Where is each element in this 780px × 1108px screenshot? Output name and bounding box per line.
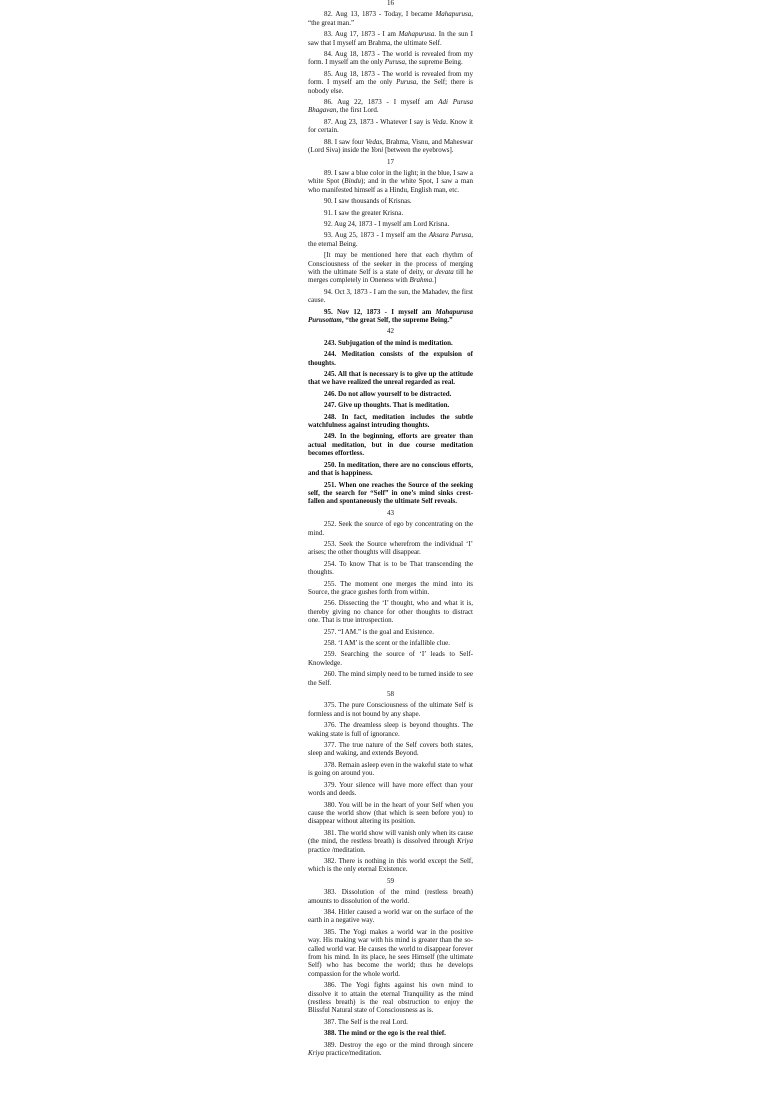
text-run: 249. In the beginning, efforts are greater than actual meditation, but in due course meditation becomes effortless.	[308, 432, 473, 458]
text-run: 89. I saw a blue color in the light; in the blue, I saw a white Spot (	[308, 168, 473, 186]
text-run: ); and in the white Spot, I saw a man who manifested himself as a Hindu, English man, etc.	[308, 177, 473, 194]
aphorism-paragraph	[308, 401, 473, 409]
italic-term: devata	[435, 267, 454, 276]
text-run: 90. I saw thousands of Krisnas.	[324, 197, 412, 206]
italic-term: Purusa	[384, 58, 406, 67]
page-number: 17	[387, 157, 394, 166]
page-number: 59	[387, 876, 394, 885]
text-run: 381. The world show will vanish only when its cause (the mind, the restless breath) is dissolved through	[308, 828, 473, 846]
aphorism-paragraph	[308, 540, 473, 557]
aphorism-paragraph	[308, 741, 473, 758]
aphorism-paragraph	[308, 10, 473, 27]
aphorism-paragraph	[308, 432, 473, 457]
aphorism-paragraph	[308, 251, 473, 285]
text-run: 256. Dissecting the ‘I’ thought, who and what it is, thereby giving no chance for other thoughts to distract one. That is true introspection.	[308, 599, 473, 625]
italic-term: Mahapurusa	[398, 30, 435, 39]
text-run: [It may be mentioned here that each rhythm of Consciousness of the seeker in the process of merging with the ultimate Self is a state of deity, or	[308, 251, 473, 276]
aphorism-paragraph	[308, 138, 473, 155]
text-run: 85. Aug 18, 1873 - The world is revealed from my form. I myself am the only	[308, 69, 473, 87]
text-run: 82. Aug 13, 1873 - Today, I became	[324, 10, 436, 19]
text-run: 379. Your silence will have more effect than your words and deeds.	[308, 780, 473, 798]
text-run: 91. I saw the greater Krisna.	[324, 208, 404, 217]
text-run: 92. Aug 24, 1873 - I myself am Lord Krisna.	[324, 219, 450, 228]
italic-term: Mahapurusa	[435, 10, 472, 19]
text-run: 246. Do not allow yourself to be distracted.	[324, 389, 452, 398]
text-run: till he merges completely in Oneness with	[308, 267, 473, 285]
text-run: 87. Aug 23, 1873 - Whatever I say is	[324, 117, 433, 126]
aphorism-paragraph	[308, 781, 473, 798]
page-number: 42	[387, 327, 394, 336]
aphorism-paragraph	[308, 560, 473, 577]
text-run: , the first Lord.	[336, 106, 379, 115]
aphorism-paragraph	[308, 599, 473, 624]
text-run: 253. Seek the Source wherefrom the individual ‘I’ arises; the other thoughts will disappear.	[308, 539, 473, 557]
text-run: 259. Searching the source of ‘I’ leads to Self-Knowledge.	[308, 650, 473, 667]
italic-term: Kriya	[308, 1049, 324, 1058]
italic-term: Yoni	[371, 146, 384, 155]
italic-term: Purusa	[396, 78, 417, 87]
text-run: 257. “I AM.” is the goal and Existence.	[324, 627, 435, 636]
aphorism-paragraph	[308, 580, 473, 597]
text-run: . Know it for certain.	[308, 117, 473, 135]
italic-term: Brahma	[409, 276, 433, 285]
aphorism-paragraph	[308, 981, 473, 1015]
aphorism-paragraph	[308, 169, 473, 194]
text-run: , “the great man.”	[308, 10, 473, 27]
aphorism-paragraph	[308, 670, 473, 687]
aphorism-paragraph	[308, 650, 473, 667]
text-run: 377. The true nature of the Self covers both states, sleep and waking, and extends Beyond.	[308, 741, 473, 758]
text-run: 382. There is nothing in this world except the Self, which is the only eternal Existence.	[308, 856, 473, 874]
italic-term: Veda	[432, 117, 446, 126]
italic-term: Mahapurusa Purusottam	[308, 307, 473, 324]
text-run: practice /meditation.	[308, 845, 366, 854]
aphorism-paragraph	[308, 350, 473, 367]
text-run: 250. In meditation, there are no conscious efforts, and that is happiness.	[308, 460, 473, 478]
text-run: 375. The pure Consciousness of the ultimate Self is formless and is not bound by any shape.	[308, 701, 473, 718]
text-run: . In the sun I saw that I myself am Brahma, the ultimate Self.	[308, 30, 473, 47]
aphorism-paragraph	[308, 639, 473, 647]
page-number: 58	[387, 690, 394, 699]
aphorism-paragraph	[308, 461, 473, 478]
italic-term: Bindu	[344, 177, 362, 186]
aphorism-paragraph	[308, 701, 473, 718]
text-run: 254. To know That is to be That transcending the thoughts.	[308, 559, 473, 577]
aphorism-paragraph	[308, 98, 473, 115]
text-run: 251. When one reaches the Source of the seeking self, the search for “Self” in one’s mind sinks crest-fallen and spontaneously the ultimate Self reveals.	[308, 480, 473, 506]
page-number: 16	[387, 0, 394, 7]
aphorism-paragraph	[308, 721, 473, 738]
aphorism-paragraph	[308, 829, 473, 854]
aphorism-paragraph	[308, 413, 473, 430]
aphorism-paragraph	[308, 390, 473, 398]
text-run: 387. The Self is the real Lord.	[324, 1017, 408, 1026]
text-run: .]	[432, 276, 437, 285]
text-run: 84. Aug 18, 1873 - The world is revealed from my form. I myself am the only	[308, 50, 473, 67]
italic-term: Vedas	[365, 137, 383, 146]
text-run: , the eternal Being.	[308, 231, 473, 248]
text-run: 252. Seek the source of ego by concentrating on the mind.	[308, 520, 473, 537]
aphorism-paragraph	[308, 1018, 473, 1026]
text-run: 386. The Yogi fights against his own mind to dissolve it to attain the eternal Tranquility as the mind (restless breath) is the real obstruction to enjoy the Blissful Natural state of Consciousness as is.	[308, 981, 473, 1015]
italic-term: Adi Purusa Bhagavan	[308, 98, 473, 115]
aphorism-paragraph	[308, 857, 473, 874]
aphorism-paragraph	[308, 1029, 473, 1037]
italic-term: Aksara Purusa	[428, 231, 472, 240]
aphorism-paragraph	[308, 197, 473, 205]
aphorism-paragraph	[308, 370, 473, 387]
page-number: 43	[387, 508, 394, 517]
aphorism-paragraph	[308, 1041, 473, 1058]
aphorism-paragraph	[308, 288, 473, 305]
text-run: 380. You will be in the heart of your Self when you cause the world show (that which is seen before you) to disappear without altering its position.	[308, 800, 473, 826]
aphorism-paragraph	[308, 928, 473, 978]
text-run: 376. The dreamless sleep is beyond thoughts. The waking state is full of ignorance.	[308, 721, 473, 738]
text-run: 260. The mind simply need to be turned inside to see the Self.	[308, 670, 473, 687]
text-run: 86. Aug 22, 1873 - I myself am	[324, 98, 439, 107]
aphorism-paragraph	[308, 801, 473, 826]
document-column	[308, 0, 473, 1060]
text-run: 83. Aug 17, 1873 - I am	[324, 30, 399, 39]
text-run: 258. ‘I AM’ is the scent or the infallible clue.	[324, 639, 451, 647]
aphorism-paragraph	[308, 628, 473, 636]
italic-term: Kriya	[457, 837, 473, 846]
aphorism-paragraph	[308, 308, 473, 325]
aphorism-paragraph	[308, 118, 473, 135]
aphorism-paragraph	[308, 761, 473, 778]
aphorism-paragraph	[308, 220, 473, 228]
text-run: 248. In fact, meditation includes the subtle watchfulness against intruding thoughts.	[308, 412, 473, 430]
text-run: 244. Meditation consists of the expulsion of thoughts.	[308, 350, 473, 367]
text-run: 385. The Yogi makes a world war in the positive way. His making war with his mind is greater than the so-called world war. He causes the world to disappear forever from his mind. In its place, he sees Himself (the ultimate Self) who has become the world; thus he develops compassion for the whole world.	[308, 927, 473, 978]
text-run: 245. All that is necessary is to give up the attitude that we have realized the unreal regarded as real.	[308, 370, 473, 387]
text-run: 243. Subjugation of the mind is meditation.	[324, 338, 453, 347]
text-run: 95. Nov 12, 1873 - I myself am	[324, 307, 436, 316]
text-run: , Brahma, Visnu, and Maheswar (Lord Siva) inside the	[308, 137, 473, 155]
aphorism-paragraph	[308, 481, 473, 506]
text-run: 378. Remain asleep even in the wakeful state to what is going on around you.	[308, 760, 473, 778]
text-run: 247. Give up thoughts. That is meditation.	[324, 401, 450, 410]
text-run: 255. The moment one merges the mind into its Source, the grace gushes forth from within.	[308, 579, 473, 596]
text-run: , the Self; there is nobody else.	[308, 78, 473, 95]
text-run: , “the great Self, the supreme Being.”	[341, 316, 453, 324]
aphorism-paragraph	[308, 30, 473, 47]
text-run: , the supreme Being.	[405, 58, 463, 67]
aphorism-paragraph	[308, 339, 473, 347]
text-run: 93. Aug 25, 1873 - I myself am the	[324, 231, 429, 240]
text-run: 94. Oct 3, 1873 - I am the sun, the Mahadev, the first cause.	[308, 287, 473, 305]
text-run: 388. The mind or the ego is the real thief.	[324, 1029, 446, 1038]
aphorism-paragraph	[308, 231, 473, 248]
aphorism-paragraph	[308, 209, 473, 217]
aphorism-paragraph	[308, 520, 473, 537]
text-run: 384. Hitler caused a world war on the surface of the earth in a negative way.	[308, 907, 473, 925]
aphorism-paragraph	[308, 70, 473, 95]
aphorism-paragraph	[308, 888, 473, 905]
aphorism-paragraph	[308, 50, 473, 67]
text-run: 389. Destroy the ego or the mind through sincere	[324, 1040, 473, 1049]
text-run: 88. I saw four	[324, 137, 366, 146]
text-run: 383. Dissolution of the mind (restless breath) amounts to dissolution of the world.	[308, 888, 473, 905]
aphorism-paragraph	[308, 908, 473, 925]
text-run: [between the eyebrows].	[383, 146, 454, 155]
text-run: practice/meditation.	[323, 1049, 382, 1058]
